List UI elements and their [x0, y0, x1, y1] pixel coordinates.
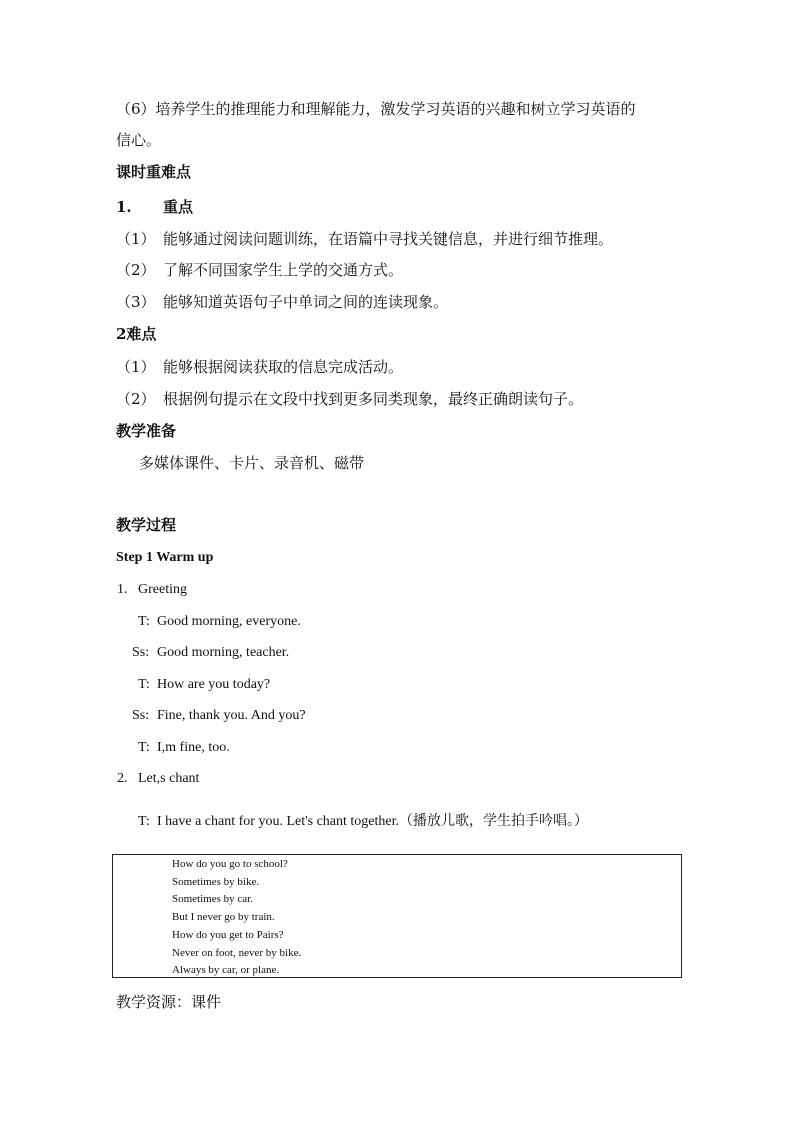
- chant-line-3: Sometimes by car.: [172, 893, 253, 905]
- chant-line-6: Never on foot, never by bike.: [172, 947, 302, 959]
- focus-item-1-number: （1）: [116, 230, 156, 248]
- difficulty-item-2-text: 根据例句提示在文段中找到更多同类现象，最终正确朗读句子。: [163, 390, 584, 408]
- objective-6-line-2: 信心。: [116, 131, 162, 149]
- difficulty-title: 2难点: [116, 325, 157, 343]
- focus-item-3-text: 能够知道英语句子中单词之间的连读现象。: [163, 293, 449, 311]
- chant-box: [112, 854, 682, 978]
- preparation-heading: 教学准备: [116, 422, 177, 440]
- chant-instruction-speaker: T:: [138, 814, 150, 829]
- focus-title: 重点: [163, 198, 194, 216]
- chant-line-4: But I never go by train.: [172, 911, 275, 923]
- dialogue-2-speaker: Ss:: [132, 645, 150, 660]
- dialogue-4-line: Fine, thank you. And you?: [157, 708, 306, 723]
- difficulty-item-1-number: （1）: [116, 358, 156, 376]
- chant-number: 2.: [117, 771, 128, 786]
- dialogue-3-line: How are you today?: [157, 677, 271, 692]
- key-points-heading: 课时重难点: [116, 163, 192, 181]
- chant-line-5: How do you get to Pairs?: [172, 929, 284, 941]
- dialogue-2-line: Good morning, teacher.: [157, 645, 290, 660]
- step-1-title: Step 1 Warm up: [116, 550, 214, 565]
- chant-line-1: How do you go to school?: [172, 858, 288, 870]
- chant-line-7: Always by car, or plane.: [172, 964, 280, 976]
- teaching-resource: 教学资源：课件: [116, 993, 222, 1011]
- dialogue-4-speaker: Ss:: [132, 708, 150, 723]
- dialogue-5-speaker: T:: [138, 740, 150, 755]
- chant-title: Let,s chant: [138, 771, 200, 786]
- difficulty-item-1-text: 能够根据阅读获取的信息完成活动。: [163, 358, 404, 376]
- focus-item-3-number: （3）: [116, 293, 156, 311]
- chant-line-2: Sometimes by bike.: [172, 876, 260, 888]
- dialogue-3-speaker: T:: [138, 677, 150, 692]
- process-heading: 教学过程: [116, 516, 177, 534]
- greeting-title: Greeting: [138, 582, 187, 597]
- dialogue-1-speaker: T:: [138, 614, 150, 629]
- focus-item-1-text: 能够通过阅读问题训练，在语篇中寻找关键信息，并进行细节推理。: [163, 230, 614, 248]
- difficulty-item-2-number: （2）: [116, 390, 156, 408]
- focus-number: 1.: [116, 198, 132, 216]
- chant-instruction: I have a chant for you. Let's chant together.（播放儿歌，学生拍手吟唱。）: [157, 814, 588, 829]
- preparation-text: 多媒体课件、卡片、录音机、磁带: [139, 454, 365, 472]
- dialogue-1-line: Good morning, everyone.: [157, 614, 301, 629]
- greeting-number: 1.: [117, 582, 128, 597]
- focus-item-2-number: （2）: [116, 261, 156, 279]
- focus-item-2-text: 了解不同国家学生上学的交通方式。: [163, 261, 404, 279]
- dialogue-5-line: I,m fine, too.: [157, 740, 230, 755]
- objective-6-line-1: （6）培养学生的推理能力和理解能力，激发学习英语的兴趣和树立学习英语的: [116, 100, 636, 118]
